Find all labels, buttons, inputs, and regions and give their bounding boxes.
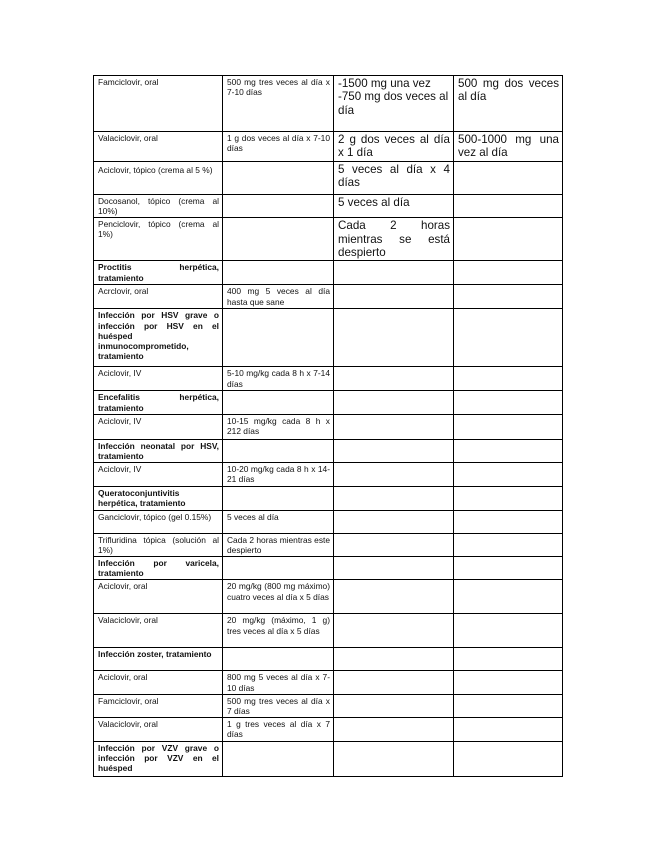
drug-cell: Aciclovir, oral xyxy=(94,671,223,694)
table-row xyxy=(94,694,563,717)
suppressive-dose-cell xyxy=(454,510,563,533)
dose-cell: 5 veces al día xyxy=(223,510,334,533)
suppressive-dose-cell xyxy=(454,533,563,556)
suppressive-dose-cell xyxy=(454,194,563,217)
section-header-row xyxy=(94,391,563,414)
table-row xyxy=(94,533,563,556)
drug-cell: Trifluridina tópica (solución al 1%) xyxy=(94,533,223,556)
episodic-dose-cell xyxy=(334,439,454,462)
dose-cell xyxy=(223,218,334,261)
dose-cell xyxy=(223,439,334,462)
dose-cell xyxy=(223,161,334,194)
section-header-cell: Proctitis herpética, tratamiento xyxy=(94,261,223,285)
suppressive-dose-cell xyxy=(454,557,563,580)
drug-cell: Ganciclovir, tópico (gel 0.15%) xyxy=(94,510,223,533)
table-row xyxy=(94,194,563,217)
dose-cell xyxy=(223,309,334,367)
table-row xyxy=(94,367,563,391)
episodic-dose-cell xyxy=(334,261,454,285)
dose-cell: 1 g tres veces al día x 7 días xyxy=(223,718,334,741)
suppressive-dose-cell xyxy=(454,718,563,741)
episodic-dose-cell xyxy=(334,285,454,309)
episodic-dose-cell xyxy=(334,487,454,510)
dose-cell: 1 g dos veces al día x 7-10 días xyxy=(223,132,334,162)
section-header-row xyxy=(94,439,563,462)
drug-cell: Valaciclovir, oral xyxy=(94,614,223,648)
cell-line: -1500 mg una vez xyxy=(338,77,431,90)
dose-cell: 500 mg tres veces al día x 7-10 días xyxy=(223,76,334,132)
table-row xyxy=(94,671,563,694)
dose-cell: 20 mg/kg (800 mg máximo) cuatro veces al día x 5 días xyxy=(223,580,334,614)
episodic-dose-cell: 5 veces al día x 4 días xyxy=(334,161,454,194)
table-row xyxy=(94,76,563,132)
suppressive-dose-cell xyxy=(454,218,563,261)
dose-cell: 20 mg/kg (máximo, 1 g) tres veces al día x 5 días xyxy=(223,614,334,648)
dose-cell xyxy=(223,261,334,285)
episodic-dose-cell xyxy=(334,414,454,439)
episodic-dose-cell xyxy=(334,533,454,556)
section-header-cell: Infección neonatal por HSV, tratamiento xyxy=(94,439,223,462)
episodic-dose-cell xyxy=(334,648,454,671)
suppressive-dose-cell xyxy=(454,741,563,776)
suppressive-dose-cell xyxy=(454,261,563,285)
dose-cell: 500 mg tres veces al día x 7 días xyxy=(223,694,334,717)
section-header-row xyxy=(94,261,563,285)
episodic-dose-cell xyxy=(334,741,454,776)
table-row xyxy=(94,285,563,309)
section-header-row xyxy=(94,648,563,671)
episodic-dose-cell: 5 veces al día xyxy=(334,194,454,217)
table-row xyxy=(94,218,563,261)
episodic-dose-cell: 2 g dos veces al día x 1 día xyxy=(334,132,454,162)
section-header-cell: Infección por HSV grave o infección por HSV en el huésped inmunocomprometido, tratamiento xyxy=(94,309,223,367)
section-header-cell: Infección por VZV grave o infección por VZV en el huésped xyxy=(94,741,223,776)
dose-cell: 10-15 mg/kg cada 8 h x 212 días xyxy=(223,414,334,439)
document-page xyxy=(93,75,562,777)
drug-cell: Valaciclovir, oral xyxy=(94,718,223,741)
drug-cell: Aciclovir, tópico (crema al 5 %) xyxy=(94,161,223,194)
episodic-dose-cell xyxy=(334,510,454,533)
suppressive-dose-cell: 500 mg dos veces al día xyxy=(454,76,563,132)
suppressive-dose-cell xyxy=(454,285,563,309)
table-row xyxy=(94,580,563,614)
drug-cell: Valaciclovir, oral xyxy=(94,132,223,162)
suppressive-dose-cell xyxy=(454,309,563,367)
table-row xyxy=(94,614,563,648)
drug-cell: Aciclovir, IV xyxy=(94,367,223,391)
drug-cell: Famciclovir, oral xyxy=(94,694,223,717)
section-header-row xyxy=(94,741,563,776)
drug-cell: Aciclovir, IV xyxy=(94,414,223,439)
dose-cell xyxy=(223,557,334,580)
suppressive-dose-cell xyxy=(454,614,563,648)
episodic-dose-cell xyxy=(334,557,454,580)
drug-cell: Docosanol, tópico (crema al 10%) xyxy=(94,194,223,217)
dose-cell: 10-20 mg/kg cada 8 h x 14-21 días xyxy=(223,463,334,487)
episodic-dose-cell xyxy=(334,367,454,391)
suppressive-dose-cell xyxy=(454,580,563,614)
table-row xyxy=(94,132,563,162)
episodic-dose-cell xyxy=(334,580,454,614)
episodic-dose-cell xyxy=(334,463,454,487)
dose-cell xyxy=(223,391,334,414)
table-row xyxy=(94,414,563,439)
suppressive-dose-cell: 500-1000 mg una vez al día xyxy=(454,132,563,162)
suppressive-dose-cell xyxy=(454,439,563,462)
drug-cell: Famciclovir, oral xyxy=(94,76,223,132)
section-header-cell: Infección zoster, tratamiento xyxy=(94,648,223,671)
drug-cell: Aciclovir, oral xyxy=(94,580,223,614)
section-header-cell: Infección por varicela, tratamiento xyxy=(94,557,223,580)
section-header-row xyxy=(94,309,563,367)
episodic-dose-cell xyxy=(334,671,454,694)
suppressive-dose-cell xyxy=(454,414,563,439)
table-row xyxy=(94,161,563,194)
treatment-table xyxy=(93,75,563,777)
dose-cell xyxy=(223,487,334,510)
dose-cell xyxy=(223,194,334,217)
dose-cell: 400 mg 5 veces al día hasta que sane xyxy=(223,285,334,309)
drug-cell: Penciclovir, tópico (crema al 1%) xyxy=(94,218,223,261)
suppressive-dose-cell xyxy=(454,648,563,671)
section-header-cell: Encefalitis herpética, tratamiento xyxy=(94,391,223,414)
suppressive-dose-cell xyxy=(454,367,563,391)
episodic-dose-cell xyxy=(334,614,454,648)
section-header-cell: Queratoconjuntivitis herpética, tratamiento xyxy=(94,487,223,510)
dose-cell: Cada 2 horas mientras este despierto xyxy=(223,533,334,556)
episodic-dose-cell xyxy=(334,76,454,132)
dose-cell: 800 mg 5 veces al día x 7-10 días xyxy=(223,671,334,694)
drug-cell: Acrclovir, oral xyxy=(94,285,223,309)
episodic-dose-cell xyxy=(334,391,454,414)
suppressive-dose-cell xyxy=(454,391,563,414)
episodic-dose-cell xyxy=(334,694,454,717)
suppressive-dose-cell xyxy=(454,671,563,694)
section-header-row xyxy=(94,487,563,510)
table-row xyxy=(94,510,563,533)
table-row xyxy=(94,463,563,487)
cell-line: -750 mg dos veces al día xyxy=(338,90,449,117)
dose-cell xyxy=(223,741,334,776)
drug-cell: Aciclovir, IV xyxy=(94,463,223,487)
episodic-dose-cell xyxy=(334,718,454,741)
suppressive-dose-cell xyxy=(454,694,563,717)
suppressive-dose-cell xyxy=(454,161,563,194)
suppressive-dose-cell xyxy=(454,463,563,487)
section-header-row xyxy=(94,557,563,580)
episodic-dose-cell: Cada 2 horas mientras se está despierto xyxy=(334,218,454,261)
dose-cell xyxy=(223,648,334,671)
episodic-dose-cell xyxy=(334,309,454,367)
dose-cell: 5-10 mg/kg cada 8 h x 7-14 días xyxy=(223,367,334,391)
table-row xyxy=(94,718,563,741)
suppressive-dose-cell xyxy=(454,487,563,510)
